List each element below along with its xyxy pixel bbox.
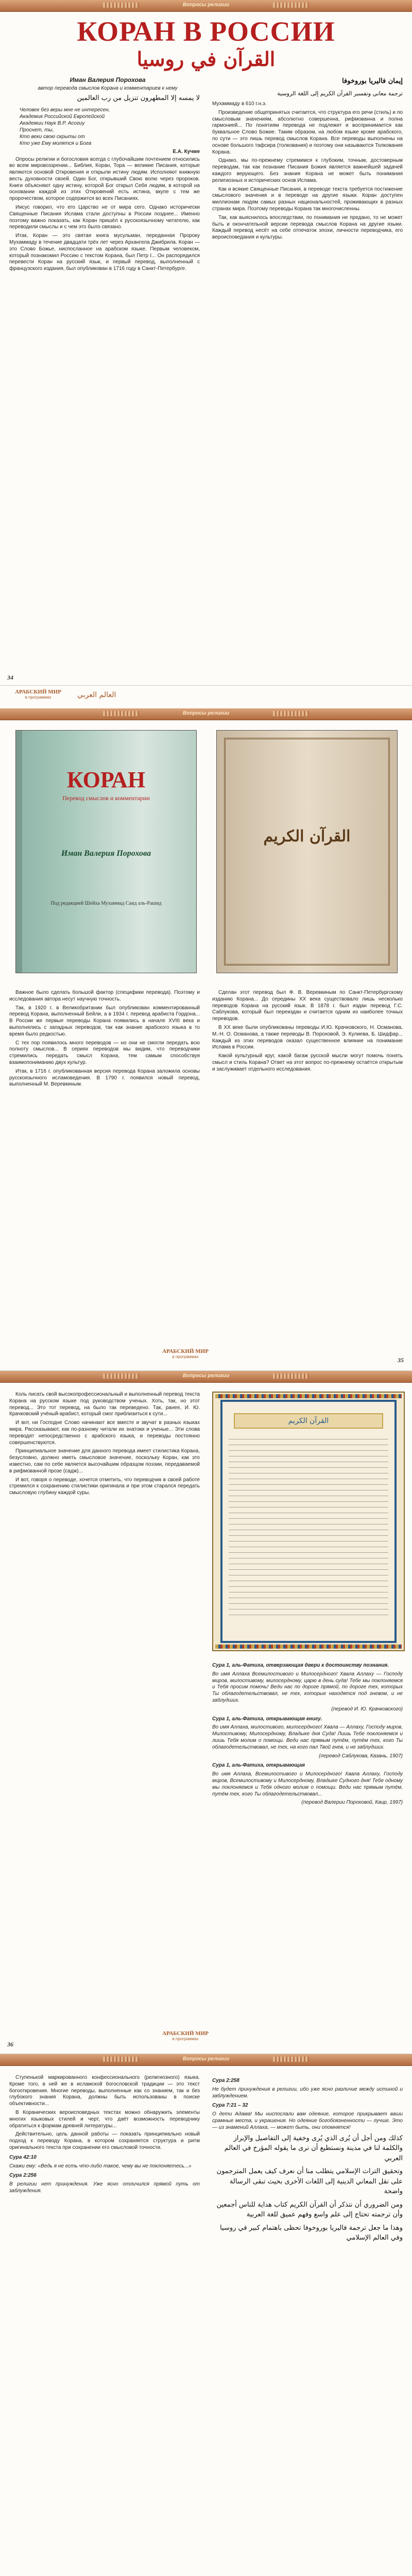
paragraph: Опросы религии и богословия всегда с глубочайшим почтением относились во всем мировоззрении... Библия, Коран, Тора — великие Писания, которые являются основой Откровения и открыли истину людям. Исполняют книжную весть духовности своей. Один Бог, открывший Свою волю через пророков. Книги объясняют одну истину, которой Бог открыл Себя людям, в которой на основании каждой из этих Откровений есть истина, вкупе с тем же пророчеством, которое содержится во всех Писаниях.	[9, 156, 200, 202]
right-column	[212, 990, 403, 1075]
sura-text: В религии нет принуждения. Уже ясно отличился прямой путь от заблуждения.	[9, 2181, 200, 2194]
page-number: 36	[7, 2041, 13, 2048]
article-title: КОРАН В РОССИИ	[77, 16, 335, 47]
paragraph: И вот, ни Господне Слово начинают все вместе и звучат в разных языках мира. Рассказывают, как по-разному читали их знатоки и ученые... Эти слова переводят непосредственно с арабского языка, и переводы постоянно совершенствуются.	[9, 1420, 200, 1446]
logo-text: АРАБСКИЙ МИР	[162, 1348, 209, 1354]
arabic-paragraph: ومن الضروري أن نتذكر أن القرآن الكريم كتاب هداية للناس أجمعين وأن ترجمته تحتاج إلى علم واسع وفهم عميق للغة العربية	[216, 2200, 403, 2219]
section-label: Вопросы религии	[182, 2056, 230, 2062]
sura-title: Сура 42:10	[9, 2154, 37, 2160]
paragraph: В XX веке были опубликованы переводы И.Ю. Крачковского, Н. Османова, М.-Н. О. Османова, а также переводы В. Пороховой, Э. Кулиева, Б. Шидфар... Каждый из этих переводов оказал существенное влияние на понимание Ислама в России.	[212, 1024, 403, 1050]
right-column	[212, 76, 403, 243]
sura-title: Сура 1, аль-Фатиха, открывающая книгу.	[212, 1716, 322, 1722]
sura-text: Во имя Аллаха, Всемилостивого и Милосердного! Хвала Аллаху, Господу миров, Всемилостивому и Милосердному, Владыке Судного дня! Тебе одному мы поклоняемся и Тебя одного молим о помощи. Веди нас прямым путём, путём тех, кого Ты облагодетельствовал...	[212, 1771, 403, 1797]
book-cover-arabic	[216, 730, 398, 973]
book-cover-russian	[15, 730, 197, 973]
epigraph-line: Академик Российской Европейской	[20, 113, 105, 120]
arabic-paragraph: كذلك ومن أجل أن يُرى الذي يُرى وخفية إلى التفاصيل والإبراز والكلمة لنا في مدينة ونستطيع أن نرى ما يقوله المؤرخ في العالم العربي	[224, 2134, 403, 2162]
arabic-paragraph: وتحقيق التراث الإسلامي يتطلب منا أن نعرف كيف يعمل المترجمون على نقل المعاني الدينية إلى اللغات الأخرى بحيث تبقى الرسالة واضحة	[216, 2167, 403, 2196]
logo-subtext: в программах	[172, 2037, 199, 2041]
right-column	[212, 1659, 403, 1808]
book-note: Под редакцией Шейха Мухаммад Саид аль-Рашид	[50, 901, 162, 906]
paragraph: Принципиальное значение для данного перевода имеет стилистика Корана, безусловно, должно иметь смысловое значение, поскольку Коран, как это известно, сам по себе является высочайшим образцом поэзии, передаваемой в рифмованной прозе (садж)...	[9, 1448, 200, 1474]
paragraph: Так, в 1920 г. в Великобритании был опубликован комментированный перевод Корана, выполненный Бейли, а в 1934 г. перевод арабиста Гордона... В России же первые переводы Корана появились в начале XVIII века и выполнялись с западных переводов, так как знание арабского языка в то время было редкостью.	[9, 1005, 200, 1037]
magazine-logo	[154, 1348, 216, 1359]
sura-text: Во имя Аллаха Всемилостивого и Милосердного! Хвала Аллаху — Господу миров, милостивому, милосердному, царю в день суда! Тебе мы поклоняемся и Тебя просим помочь! Веди нас по дороге прямой, по дороге тех, которых Ты облагодетельствовал, не тех, которые находятся под гневом, и не заблудших.	[212, 1671, 403, 1703]
paragraph: Какой культурный круг, какой багаж русской мысли могут помочь понять смысл и стиль Корана? Ответ на этот вопрос по-прежнему остаётся открытым и заслуживает отдельного исследования.	[212, 1053, 403, 1072]
paragraph: Важное было сделать большой фактор (специфики перевода). Поэтому и исследования автора несут научную точность.	[9, 990, 200, 1002]
arabic-subtitle: ترجمة معاني وتفسير القرآن الكريم إلى اللغة الروسية	[277, 90, 403, 97]
book-frame	[224, 738, 390, 965]
page-number: 34	[7, 674, 13, 681]
sura-reference: (перевод Саблукова, Казань, 1907)	[319, 1753, 403, 1759]
page-35	[0, 685, 412, 1371]
left-column	[9, 2075, 200, 2197]
page-header	[0, 708, 412, 720]
article-title-arabic: القرآن في روسيا	[136, 47, 276, 71]
header-ornament	[273, 1374, 309, 1379]
book-title: КОРАН	[66, 767, 146, 792]
magazine-logo	[7, 689, 69, 700]
arabic-verse: لا يمسه إلا المطهرون تنزيل من رب العالمين	[77, 94, 200, 102]
paragraph: И вот, говоря о переводе, хочется отметить, что переводчик в своей работе стремился к сохранению стилистики оригинала и при этом старался передать смысловую глубину каждой суры.	[9, 1477, 200, 1496]
section-label: Вопросы религии	[182, 1373, 230, 1379]
paragraph: Однако, мы по-прежнему стремимся к глубоким, точным, достоверным переводам, так как познание Писания Божия является важнейшей задачей каждого верующего. Без знания Корана не может быть понимания религиозных и исторических основ Ислама.	[212, 158, 403, 183]
sura-text: О дети Адама! Мы ниспослали вам одеяние, которое прикрывает ваши срамные места, и украшения. Но одеяние богобоязненности — лучше. Это — из знамений Аллаха, — может быть, они опомнятся!	[212, 2111, 403, 2130]
sura-text: Не будет принуждения в религии, ибо уже ясно различие между истиной и заблуждением.	[212, 2086, 403, 2099]
author-name: Иман Валерия Порохова	[70, 76, 146, 83]
book-subtitle: Перевод смыслов и комментарии	[62, 794, 150, 802]
page-header	[0, 2054, 412, 2066]
book-title-arabic: القرآن الكريم	[263, 827, 351, 845]
manuscript-text	[229, 1439, 388, 1620]
paragraph: Ступенькой маркированного конфессионального (религиозного) языка. Кроме того, в ней же в исламской богословской традиции — это текст богооткровения. Многие переводы, выполненные как со знанием, так и без глубокого знания Корана, должны быть использованы в поиске объективности...	[9, 2075, 200, 2107]
sura-text: Скажи ему: «Ведь я не есть что-либо такое, чему вы не поклоняетесь...»	[9, 2163, 192, 2169]
paragraph: В Коранических вероисповедных текстах можно обнаружить элементы многих языковых стилей и черт, что даёт возможность переводчику обратиться к формам древней литературы...	[9, 2109, 200, 2129]
header-ornament	[103, 711, 139, 716]
paragraph: Сделан этот перевод был Ф. В. Веревкиным по Санкт-Петербургскому изданию Корана... До середины XX века существовало лишь несколько переводов Корана на русский язык. В 1878 г. был издан перевод Г.С. Саблукова, который был переиздан и считается одним из наиболее точных переводов.	[212, 990, 403, 1022]
page-header	[0, 0, 412, 12]
sura-reference: (перевод И. Ю. Крачковского)	[331, 1706, 403, 1712]
epigraph	[20, 107, 200, 147]
left-column	[9, 990, 200, 1090]
manuscript-illustration	[212, 1392, 405, 1651]
paragraph: Как и всякие Священные Писания, в переводе текста требуется постижение смыслового значения и в переводе на другие языки. Коран доступен миллионам людям самых разных национальностей, проживающих в разных странах мира. Поэтому переводы Корана так многочисленны.	[212, 186, 403, 212]
sura-title: Сура 1, аль-Фатиха, открывающая	[212, 1762, 305, 1769]
magazine-logo	[154, 2030, 216, 2041]
paragraph: Мухаммаду в 610 г.н.э.	[212, 101, 267, 107]
sura-title: Сура 1, аль-Фатиха, отверзающая двери к достоинству познания.	[212, 1663, 389, 1668]
manuscript-ornament	[215, 1645, 402, 1649]
page-34	[0, 0, 412, 685]
manuscript-heading: القرآن الكريم	[234, 1413, 383, 1429]
paragraph: Итак, Коран — это святая книга мусульман, переданная Пророку Мухаммаду в течение двадцати трёх лет через Архангела Джибрила. Коран — это Слово Божье, ниспосланное на арабском языке. Первым человеком, который познакомил Россию с текстом Корана, был Петр I... Он распорядился перевести Коран на русский язык, и первый перевод, выполненный с французского издания, был опубликован в 1716 году в Санкт-Петербурге.	[9, 233, 200, 272]
section-label: Вопросы религии	[182, 710, 230, 716]
logo-text: АРАБСКИЙ МИР	[162, 2030, 209, 2037]
epigraph-line: Проснет, ты,	[20, 127, 54, 133]
sura-title: Сура 2:258	[212, 2078, 239, 2083]
magazine-logo-arabic: العالم العربي	[77, 691, 116, 699]
header-ornament	[103, 2057, 139, 2062]
paragraph: Так, как выяснилось впоследствии, по понимания не предано, то не может быть и окончательной версии перевода смыслов Корана на другие языки. Каждый перевод несёт на себе отпечаток эпохи, личности переводчика, его вероисповедания и культуры.	[212, 214, 403, 241]
manuscript-ornament	[215, 1394, 402, 1398]
epigraph-line: Человек без веры мне не интересен,	[20, 107, 110, 113]
paragraph: Коль писать свой высокопрофессиональный и выполненный перевод текста Корана на русском языке под руководством ученых. Хоть, так, но этот перевод... Это тот перевод, на было так переведено. Так, ранее, И. Ю. Крачковский учёный-арабист, который смог приблизиться к сути...	[9, 1392, 200, 1417]
header-ornament	[273, 3, 309, 8]
header-ornament	[273, 2057, 309, 2062]
left-column	[9, 1392, 200, 1499]
page-37	[0, 2054, 412, 2576]
epigraph-signature: Е.А. Кучме	[173, 148, 200, 155]
logo-text: АРАБСКИЙ МИР	[15, 689, 61, 695]
page-number: 35	[398, 1357, 404, 1364]
right-column	[212, 2075, 403, 2246]
sura-reference: (перевод Валерии Пороховой, Каир, 1997)	[301, 1800, 403, 1806]
header-ornament	[103, 3, 139, 8]
header-ornament	[103, 1374, 139, 1379]
paragraph: С тех пор появилось много переводов — но они не смогли передать всю полноту смыслов... В сериях переводов мы видим, что переводчики стремились передать смысл Корана, тем самым способствуя взаимопониманию двух культур.	[9, 1040, 200, 1065]
sura-text: Во имя Аллаха, милостивого, милосердного! Хвала — Аллаху, Господу миров, Милостивому, Милосердному, Владыке дня Суда! Лишь Тебе поклоняемся и лишь Тебя молим о помощи. Веди нас прямым путём, путём тех, кого Ты облагодетельствовал, не тех, на кого пал Твой гнев, и не заблудших.	[212, 1724, 403, 1750]
epigraph-line: Академии Наук В.Р. Асогиу	[20, 120, 85, 126]
paragraph: Иисус говорил, что его Царство не от мира сего. Однако исторически Священные Писания Ислама стали доступны в России позднее... Именно поэтому важно показать, как Коран пришёл к русскоязычному читателю, как переводили смыслы и с чем это было связано.	[9, 205, 200, 230]
page-header	[0, 1371, 412, 1383]
sura-title: Сура 7:21 – 32	[212, 2103, 248, 2109]
logo-subtext: в программах	[25, 695, 52, 700]
arabic-author: إيمان فاليريا بوروخوفا	[342, 77, 403, 85]
book-author: Иман Валерия Порохова	[61, 849, 151, 858]
left-column	[9, 76, 200, 275]
page-36	[0, 1370, 412, 2054]
arabic-paragraph: وهذا ما جعل ترجمة فاليريا بوروخوفا تحظى باهتمام كبير في روسيا وفي العالم الإسلامي	[220, 2224, 403, 2242]
paragraph: Произведение общепринятых считается, что структура его речи (стиль) и по смысловым значениям, абсолютно совершенна, рифмованна и полна гармонией... По понятиям перевода не подлежит и воспринимается как буквальное Слово Божие. Таким образом, на любом языке кроме арабского, по сути — это лишь перевод смыслов Корана. Все переводы выполнены на основе большого тафсира (толкования) и поэтому они называются Толкования Корана.	[212, 109, 403, 155]
paragraph: Действительно, цель данной работы — показать принципиально новый подход к переводу Корана, в котором сохраняется структура и ритм оригинального текста при сохранении его смысловой точности.	[9, 2131, 200, 2150]
epigraph-line: Кто уже Ему молятся и Бога	[20, 140, 92, 146]
section-label: Вопросы религии	[182, 2, 230, 8]
paragraph: Итак, в 1716 г. опубликованная версия перевода Корана заложила основы русскоязычного исламоведения. В 1790 г. появился новый перевод, выполненный М. Веревкиным.	[9, 1068, 200, 1088]
logo-subtext: в программах	[172, 1354, 199, 1359]
author-subtitle: автор перевода смыслов Корана и комментариев к нему	[38, 86, 178, 91]
header-ornament	[273, 711, 309, 716]
epigraph-line: Кто веки свою скрыты от	[20, 133, 85, 140]
sura-title: Сура 2:256	[9, 2173, 37, 2179]
